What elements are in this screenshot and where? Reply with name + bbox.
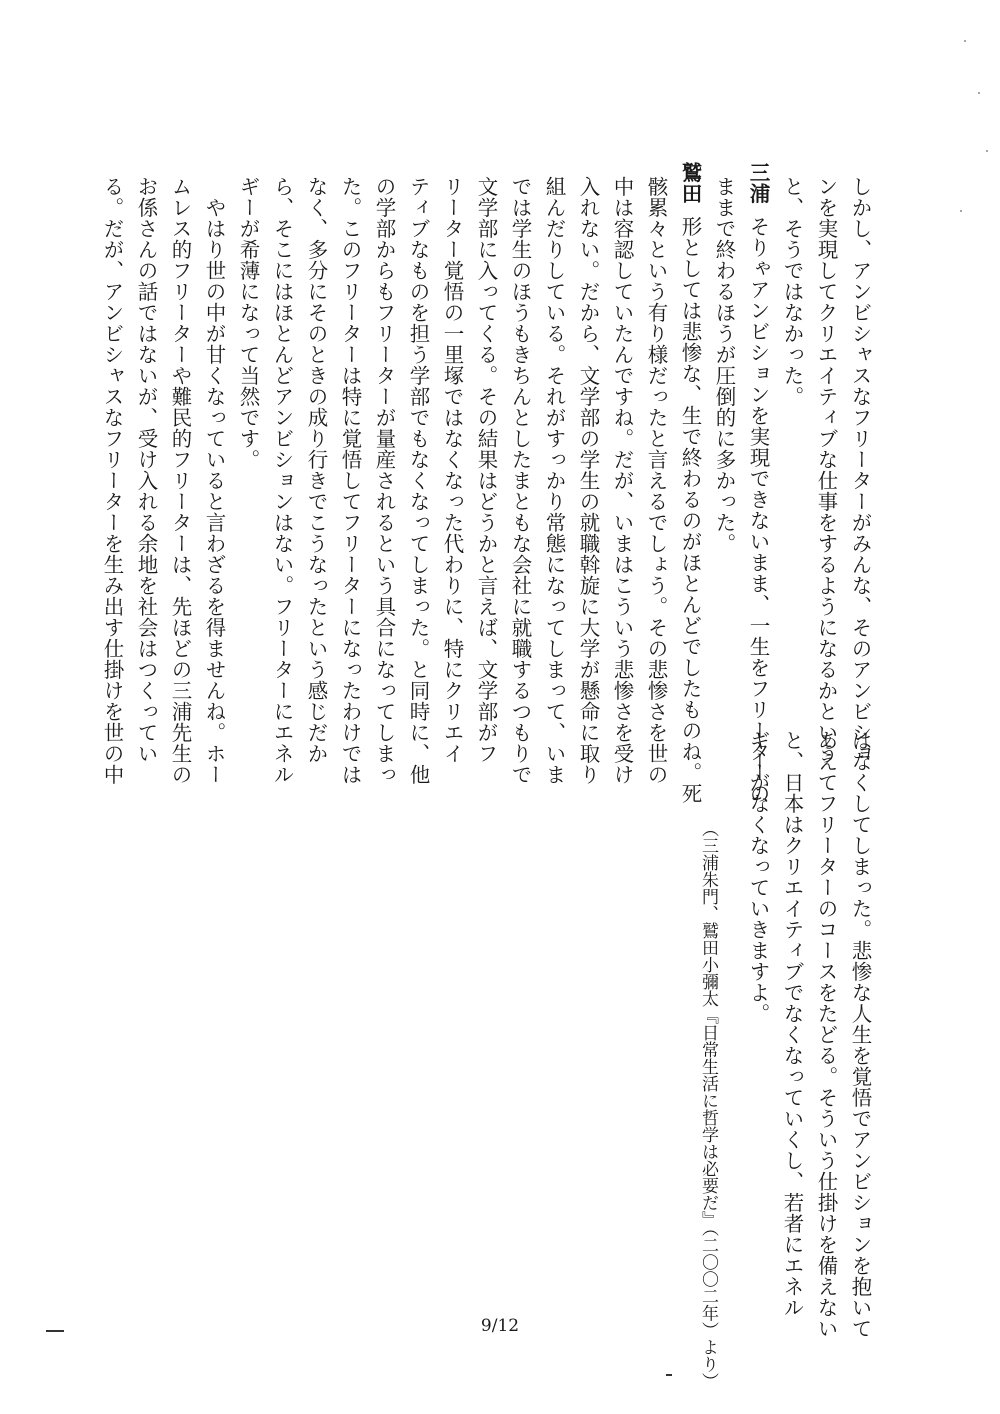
column-text: の学部からもフリーターが量産されるという具合になってしまっ [372, 176, 396, 785]
speaker-label: 三浦 [746, 162, 770, 204]
column-text: 組んだりしている。それがすっかり常態になってしまって、いま [542, 176, 566, 785]
text-column [808, 176, 844, 764]
column-text: た。このフリーターは特に覚悟してフリーターになったわけでは [338, 176, 362, 785]
page-number: 9/12 [480, 1316, 520, 1336]
source-citation: （三浦朱門、鷲田小彌太『日常生活に哲学は必要だ』（二〇〇二年）より） [698, 820, 718, 1390]
scan-speck [960, 210, 962, 212]
text-column [196, 176, 232, 785]
text-column [570, 176, 606, 785]
text-column [400, 176, 436, 785]
column-text: ら、そこにはほとんどアンビションはない。フリーターにエネル [270, 176, 294, 785]
column-text: 骸累々という有り様だったと言えるでしょう。その悲惨さを世の [644, 176, 668, 785]
scan-mark [666, 1374, 672, 1376]
text-column: はなくしてしまった。悲惨な人生を覚悟でアンビションを抱いて [848, 730, 872, 1339]
speaker-label: 鷲田 [678, 162, 702, 204]
column-text: ムレス的フリーターや難民的フリーターは、先ほどの三浦先生の [168, 176, 192, 785]
text-column [468, 176, 504, 764]
column-text: る。だが、アンビシャスなフリーターを生み出す仕掛けを世の中 [100, 176, 124, 785]
text-column [604, 176, 640, 785]
text-column [672, 162, 708, 804]
scan-speck [986, 150, 988, 152]
column-text: と、そうではなかった。 [780, 176, 804, 407]
column-text: リーター覚悟の一里塚ではなくなった代わりに、特にクリエイ [440, 176, 464, 764]
column-text: 形としては悲惨な、生で終わるのがほとんどでしたものね。死 [678, 216, 702, 804]
scan-speck [964, 40, 966, 42]
column-text: しかし、アンビシャスなフリーターがみんな、そのアンビショ [848, 176, 872, 764]
column-text: やはり世の中が甘くなっていると言わざるを得ませんね。ホー [202, 176, 226, 785]
text-column [434, 176, 470, 764]
text-column [162, 176, 198, 785]
text-column [638, 176, 674, 785]
column-text: お係さんの話ではないが、受け入れる余地を社会はつくってい [134, 176, 158, 764]
text-column [842, 176, 878, 764]
column-text: ギーが希薄になって当然です。 [236, 176, 260, 470]
text-column: ギーがなくなっていきますよ。 [746, 730, 770, 1024]
text-column [230, 176, 266, 696]
text-column: あえてフリーターのコースをたどる。そういう仕掛けを備えない [814, 730, 838, 1339]
text-column [706, 176, 742, 696]
text-column [502, 176, 538, 785]
text-column [264, 176, 300, 785]
column-text: そりゃアンビションを実現できないまま、一生をフリーターの [746, 216, 770, 804]
scan-mark [46, 1330, 64, 1332]
column-text: 入れない。だから、文学部の学生の就職斡旋に大学が懸命に取り [576, 176, 600, 785]
text-column: と、日本はクリエイティブでなくなっていくし、若者にエネル [780, 730, 804, 1318]
text-column [366, 176, 402, 785]
column-text: 中は容認していたんですね。だが、いまはこういう悲惨さを受け [610, 176, 634, 785]
column-text: ままで終わるほうが圧倒的に多かった。 [712, 176, 736, 554]
text-column [94, 176, 130, 785]
text-column [774, 176, 810, 696]
column-text: 文学部に入ってくる。その結果はどうかと言えば、文学部がフ [474, 176, 498, 764]
column-text: ンを実現してクリエイティブな仕事をするようになるかという [814, 176, 838, 764]
text-column [332, 176, 368, 785]
column-text: なく、多分にそのときの成り行きでこうなったという感じだか [304, 176, 328, 764]
scan-speck [978, 92, 980, 94]
text-column [298, 176, 334, 764]
text-column [536, 176, 572, 785]
text-column [128, 176, 164, 764]
column-text: では学生のほうもきちんとしたまともな会社に就職するつもりで [508, 176, 532, 785]
text-column [740, 162, 776, 804]
column-text: ティブなものを担う学部でもなくなってしまった。と同時に、他 [406, 176, 430, 785]
